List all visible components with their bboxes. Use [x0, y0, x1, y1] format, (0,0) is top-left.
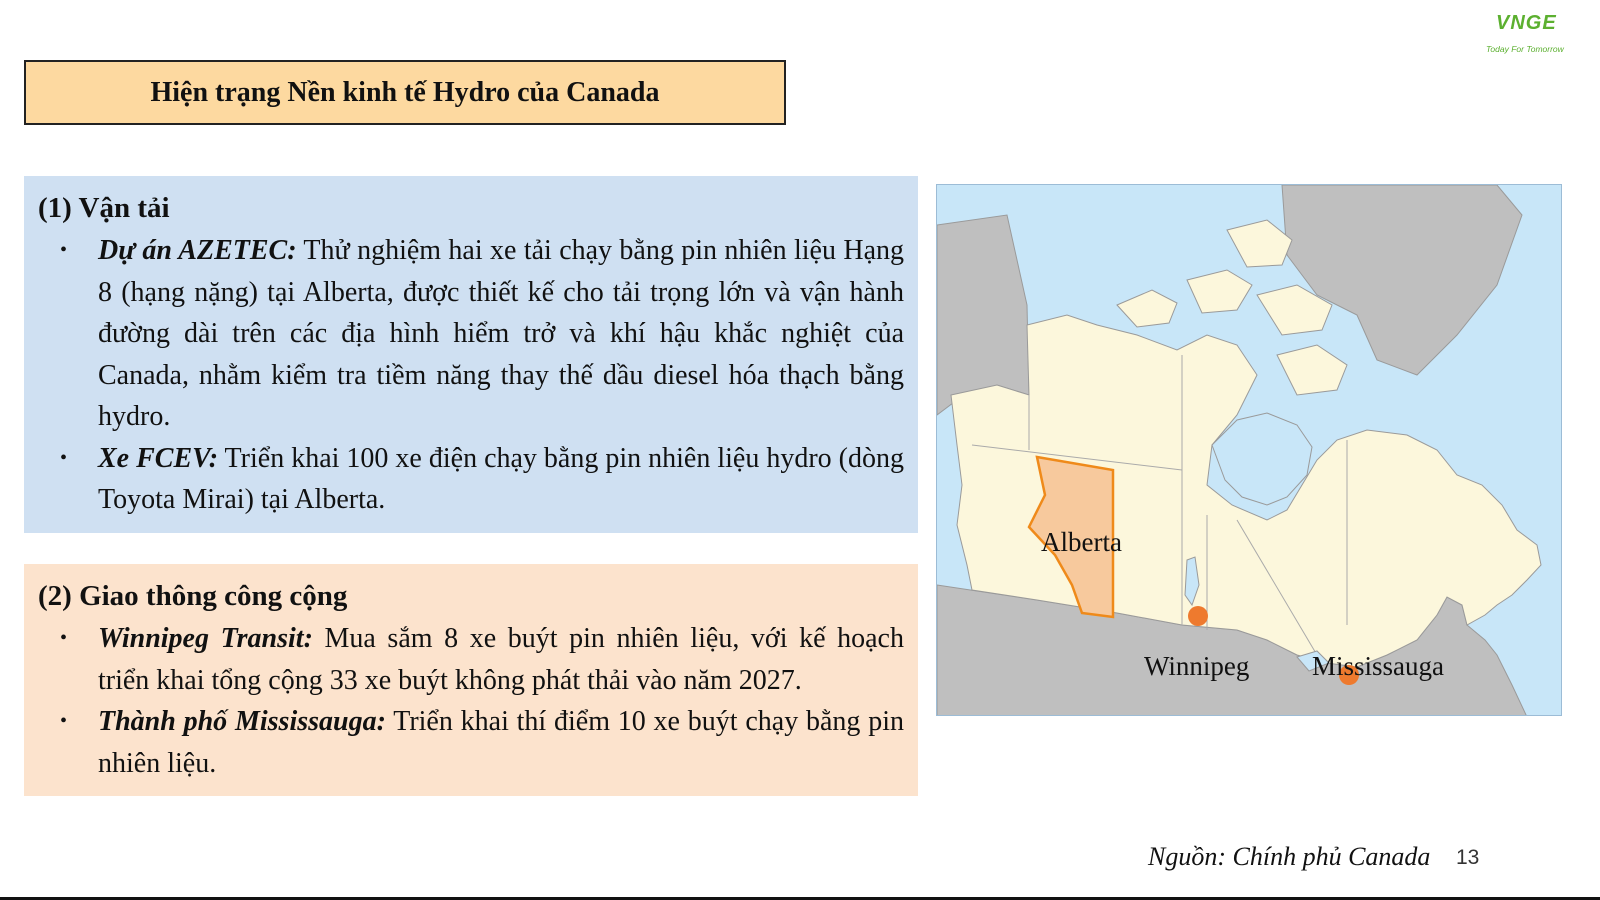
- vnge-logo: [1484, 12, 1594, 62]
- item-text: Triển khai thí điểm 10 xe buýt chạy bằng pin nhiên liệu.: [98, 706, 904, 779]
- public-transit-heading: (2) Giao thông công cộng: [38, 580, 348, 612]
- canada-map: [936, 184, 1562, 716]
- item-term: Winnipeg Transit:: [98, 623, 313, 654]
- winnipeg-label: Winnipeg: [1144, 651, 1250, 681]
- logo-tagline: Today For Tomorrow: [1486, 44, 1564, 54]
- page-number: 13: [1456, 846, 1480, 869]
- winnipeg-marker: [1188, 606, 1208, 626]
- public-transit-list: [38, 618, 904, 784]
- public-transit-panel: [24, 564, 918, 796]
- list-item: [38, 230, 904, 438]
- source-citation: Nguồn: Chính phủ Canada: [1148, 842, 1431, 871]
- bullet-icon: •: [60, 446, 68, 469]
- bullet-icon: •: [60, 627, 68, 649]
- transport-panel: [24, 176, 918, 533]
- item-text: Mua sắm 8 xe buýt pin nhiên liệu, với kế hoạch triển khai tổng cộng 33 xe buýt không phát thải vào năm 2027.: [98, 623, 904, 696]
- list-item: [38, 618, 904, 701]
- bullet-icon: •: [60, 710, 68, 732]
- alberta-label: Alberta: [1041, 527, 1122, 557]
- item-term: Dự án AZETEC:: [98, 235, 297, 266]
- item-term: Thành phố Mississauga:: [98, 706, 386, 737]
- item-term: Xe FCEV:: [98, 442, 219, 474]
- transport-heading: (1) Vận tải: [38, 192, 170, 224]
- item-text: Triển khai 100 xe điện chạy bằng pin nhiên liệu hydro (dòng Toyota Mirai) tại Alberta.: [98, 442, 904, 515]
- transport-list: [38, 230, 904, 521]
- slide-title: Hiện trạng Nền kinh tế Hydro của Canada: [24, 60, 786, 125]
- bullet-icon: •: [60, 239, 68, 261]
- list-item: [38, 701, 904, 784]
- logo-mark: VNGE: [1496, 12, 1557, 34]
- canada-map-graphic: [937, 185, 1562, 716]
- mississauga-label: Mississauga: [1312, 651, 1445, 681]
- item-text: Thử nghiệm hai xe tải chạy bằng pin nhiên liệu Hạng 8 (hạng nặng) tại Alberta, được thiết kế cho tải trọng lớn và vận hành đường dài trên các địa hình hiểm trở và khí hậu khắc nghiệt của Canada, nhằm kiểm tra tiềm năng thay thế dầu diesel hóa thạch bằng hydro.: [98, 235, 904, 432]
- list-item: [38, 438, 904, 521]
